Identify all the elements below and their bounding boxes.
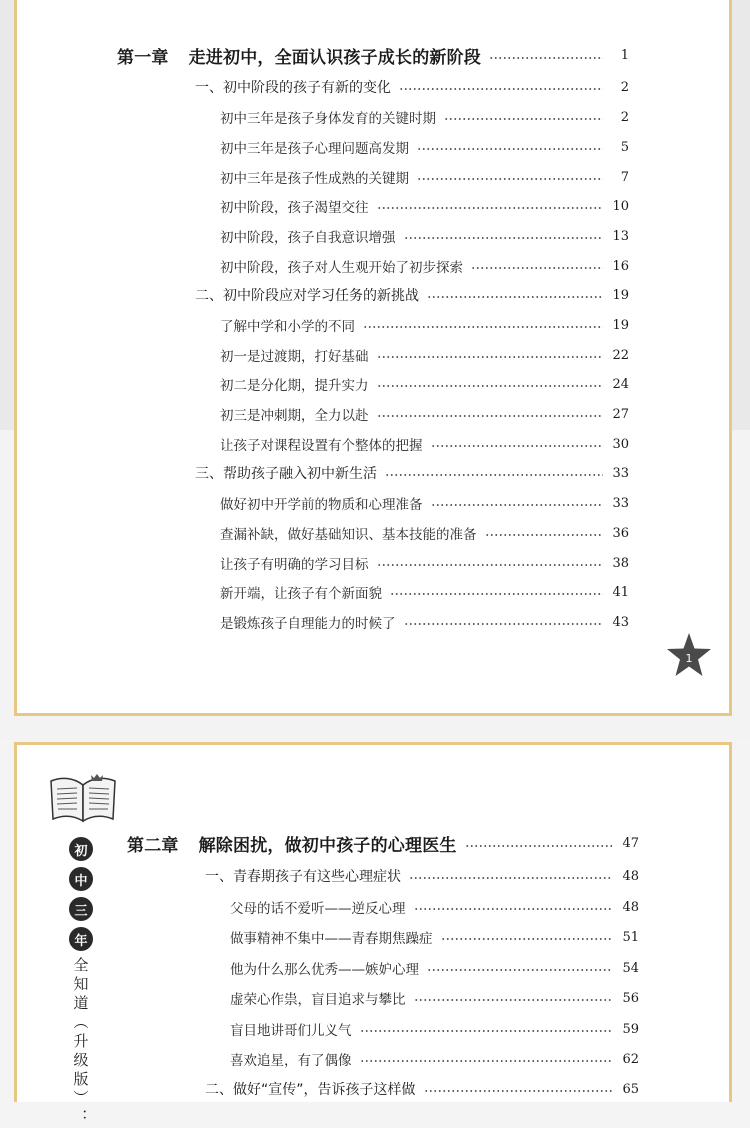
leader-dots [427, 969, 613, 971]
page-number: 7 [620, 169, 629, 185]
page-number: 24 [612, 376, 629, 392]
item-title: 让孩子有明确的学习目标 [220, 557, 369, 573]
leader-dots [360, 1060, 614, 1062]
leader-dots [363, 326, 603, 328]
item-entry[interactable] [220, 612, 629, 632]
section-entry[interactable] [195, 77, 629, 97]
page-number: 13 [612, 228, 629, 244]
page-number: 10 [612, 198, 629, 214]
page-number: 2 [620, 79, 629, 95]
item-title: 了解中学和小学的不同 [220, 319, 355, 335]
item-entry[interactable] [230, 897, 639, 917]
leader-dots [485, 534, 604, 536]
leader-dots [431, 445, 604, 447]
leader-dots [489, 57, 603, 59]
side-circle-char: 中 [69, 867, 93, 891]
leader-dots [417, 178, 603, 180]
item-entry[interactable] [220, 226, 629, 246]
page-number: 22 [612, 347, 629, 363]
leader-dots [417, 148, 603, 150]
item-entry[interactable] [230, 958, 639, 978]
section-title: 二、做好“宣传”，告诉孩子这样做 [205, 1082, 416, 1098]
page-badge-number: 1 [685, 652, 693, 665]
page-number: 38 [612, 555, 629, 571]
page-number: 59 [622, 1021, 639, 1037]
item-title: 他为什么那么优秀——嫉妒心理 [230, 962, 419, 978]
page-number: 48 [622, 868, 639, 884]
item-entry[interactable] [220, 493, 629, 513]
page-number: 41 [612, 584, 629, 600]
item-title: 做好初中开学前的物质和心理准备 [220, 497, 423, 513]
page-number: 36 [612, 525, 629, 541]
page-number: 30 [612, 436, 629, 452]
item-entry[interactable] [220, 582, 629, 602]
leader-dots [441, 938, 614, 940]
page-number: 47 [622, 836, 639, 851]
item-entry[interactable] [230, 1049, 639, 1069]
chapter-1-entry[interactable] [117, 43, 629, 68]
item-title: 盲目地讲哥们儿义气 [230, 1023, 352, 1039]
leader-dots [414, 999, 614, 1001]
leader-dots [444, 118, 603, 120]
leader-dots [377, 415, 604, 417]
section-entry[interactable] [205, 1079, 639, 1099]
leader-dots [427, 296, 603, 298]
leader-dots [377, 564, 604, 566]
side-title-column [65, 837, 97, 1128]
page-number: 33 [612, 495, 629, 511]
item-title: 新开端，让孩子有个新面貌 [220, 586, 382, 602]
leader-dots [404, 237, 604, 239]
leader-dots [414, 908, 614, 910]
item-entry[interactable] [220, 256, 629, 276]
item-entry[interactable] [220, 107, 629, 127]
side-vertical-title: 全知道（升级版）： [71, 957, 90, 1128]
toc-page-2 [14, 742, 732, 1128]
leader-dots [424, 1090, 613, 1092]
leader-dots [471, 267, 603, 269]
section-entry[interactable] [195, 463, 629, 483]
page-number: 5 [620, 139, 629, 155]
chapter-label: 第一章 [117, 48, 169, 68]
page-number: 33 [612, 465, 629, 481]
page-number: 51 [622, 929, 639, 945]
item-title: 初三是冲刺期，全力以赴 [220, 408, 369, 424]
item-title: 初中阶段，孩子渴望交往 [220, 200, 369, 216]
page-number: 2 [620, 109, 629, 125]
item-entry[interactable] [230, 927, 639, 947]
item-title: 初中三年是孩子心理问题高发期 [220, 141, 409, 157]
chapter-title: 走进初中，全面认识孩子成长的新阶段 [188, 48, 482, 68]
item-entry[interactable] [220, 137, 629, 157]
section-title: 一、青春期孩子有这些心理症状 [205, 869, 401, 885]
item-title: 是锻炼孩子自理能力的时候了 [220, 616, 396, 632]
item-entry[interactable] [230, 1019, 639, 1039]
item-title: 查漏补缺，做好基础知识、基本技能的准备 [220, 527, 477, 543]
leader-dots [385, 474, 603, 476]
section-title: 一、初中阶段的孩子有新的变化 [195, 80, 391, 96]
item-entry[interactable] [230, 988, 639, 1008]
page-number: 62 [622, 1051, 639, 1067]
page-number: 56 [622, 990, 639, 1006]
chapter-label: 第二章 [127, 836, 179, 856]
item-title: 初中三年是孩子身体发育的关键时期 [220, 111, 436, 127]
leader-dots [377, 356, 604, 358]
section-title: 二、初中阶段应对学习任务的新挑战 [195, 288, 419, 304]
item-entry[interactable] [220, 167, 629, 187]
page-number: 27 [612, 406, 629, 422]
item-title: 初中阶段，孩子对人生观开始了初步探索 [220, 260, 463, 276]
open-book-icon [47, 769, 119, 825]
page-number: 54 [622, 960, 639, 976]
item-entry[interactable] [220, 404, 629, 424]
page-number: 16 [612, 258, 629, 274]
page-number: 65 [622, 1081, 639, 1097]
item-entry[interactable] [220, 196, 629, 216]
item-title: 初中阶段，孩子自我意识增强 [220, 230, 396, 246]
section-entry[interactable] [205, 866, 639, 886]
leader-dots [377, 207, 604, 209]
item-title: 初中三年是孩子性成熟的关键期 [220, 171, 409, 187]
item-entry[interactable] [220, 434, 629, 454]
leader-dots [431, 504, 604, 506]
section-entry[interactable] [195, 285, 629, 305]
item-title: 喜欢追星，有了偶像 [230, 1053, 352, 1069]
chapter-title: 解除困扰，做初中孩子的心理医生 [198, 836, 457, 856]
page-number: 1 [620, 48, 629, 63]
item-entry[interactable] [220, 553, 629, 573]
page-number: 48 [622, 899, 639, 915]
page-number: 43 [612, 614, 629, 630]
item-title: 父母的话不爱听——逆反心理 [230, 901, 406, 917]
star-page-badge-icon [665, 631, 713, 679]
item-entry[interactable] [220, 374, 629, 394]
item-title: 初一是过渡期，打好基础 [220, 349, 369, 365]
page-number: 19 [612, 317, 629, 333]
item-title: 让孩子对课程设置有个整体的把握 [220, 438, 423, 454]
chapter-2-entry[interactable] [127, 831, 639, 856]
leader-dots [360, 1030, 614, 1032]
section-title: 三、帮助孩子融入初中新生活 [195, 466, 377, 482]
side-circle-char: 年 [69, 927, 93, 951]
leader-dots [409, 877, 613, 879]
side-circle-char: 三 [69, 897, 93, 921]
leader-dots [390, 593, 603, 595]
item-title: 虚荣心作祟，盲目追求与攀比 [230, 992, 406, 1008]
page-number: 19 [612, 287, 629, 303]
item-title: 初二是分化期，提升实力 [220, 378, 369, 394]
leader-dots [399, 88, 603, 90]
toc-page-1 [14, 0, 732, 716]
item-entry[interactable] [220, 523, 629, 543]
item-entry[interactable] [220, 345, 629, 365]
item-title: 做事精神不集中——青春期焦躁症 [230, 931, 433, 947]
side-circle-char: 初 [69, 837, 93, 861]
item-entry[interactable] [220, 315, 629, 335]
leader-dots [377, 385, 604, 387]
leader-dots [465, 845, 613, 847]
leader-dots [404, 623, 604, 625]
